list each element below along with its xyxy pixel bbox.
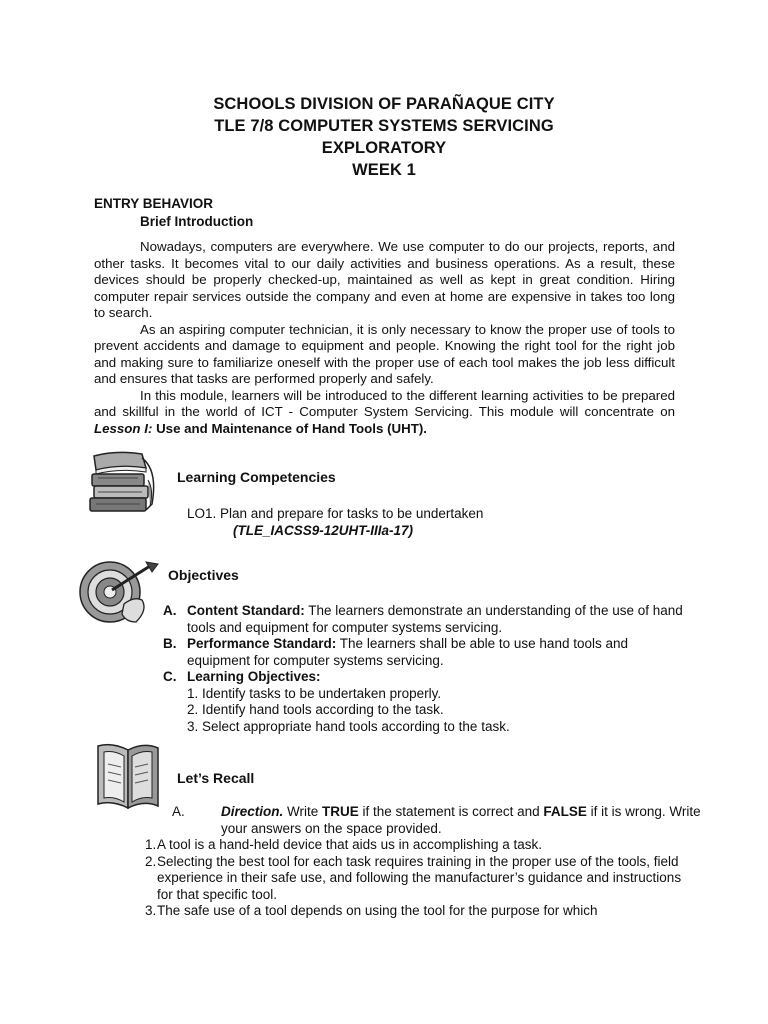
learning-objective-item: 3. Select appropriate hand tools according to the task.: [187, 718, 510, 734]
objective-performance-standard: [163, 636, 683, 669]
objective-lead: Content Standard:: [187, 603, 305, 618]
intro-paragraph-2: As an aspiring computer technician, it is only necessary to know the proper use of tools to prevent accidents and damage to equipment and people. Knowing the right tool for the right job and making sure to familiarize oneself with the proper use of each tool makes the job less difficult and ensures that tasks are performed properly and safely.: [94, 321, 675, 386]
objectives-heading: Objectives: [168, 567, 239, 583]
document-header: [0, 93, 768, 181]
lets-recall-heading: Let’s Recall: [177, 770, 255, 786]
learning-objective-item: 2. Identify hand tools according to the task.: [187, 702, 444, 717]
competency-code: (TLE_IACSS9-12UHT-IIIa-17): [233, 523, 414, 538]
direction-lead: Direction.: [221, 804, 284, 819]
target-icon: [78, 556, 162, 628]
introduction-text: [94, 239, 675, 437]
recall-section: [145, 804, 701, 920]
intro-paragraph-3: [94, 388, 675, 438]
open-book-icon: [94, 740, 164, 812]
item-number: 2.: [145, 853, 157, 869]
objectives-list: [163, 603, 683, 735]
direction-text: Write: [283, 804, 323, 819]
item-text: The safe use of a tool depends on using the tool for the purpose for which: [157, 903, 598, 918]
header-week: WEEK 1: [352, 161, 416, 179]
brief-introduction-heading: Brief Introduction: [140, 214, 254, 229]
objective-lead: Performance Standard:: [187, 636, 337, 651]
direction-text: if it is wrong. Write your answers on the space provided.: [221, 804, 701, 836]
books-icon: [86, 450, 160, 518]
header-subject: TLE 7/8 COMPUTER SYSTEMS SERVICING: [214, 117, 554, 135]
learning-objective-item: 1. Identify tasks to be undertaken properly.: [187, 685, 442, 701]
direction-letter: A.: [172, 804, 185, 819]
false-keyword: FALSE: [543, 804, 587, 819]
item-text: Selecting the best tool for each task requires training in the proper use of the tools, field experience in their safe use, and following the manufacturer’s guidance and instructions for that specific tool.: [157, 853, 682, 902]
objective-letter: A.: [163, 603, 177, 618]
recall-item: [145, 837, 685, 854]
recall-direction: [172, 804, 721, 837]
learning-competencies-heading: Learning Competencies: [177, 469, 336, 485]
lesson-title: Use and Maintenance of Hand Tools (UHT).: [152, 420, 427, 436]
recall-item: [145, 854, 685, 904]
objective-text: The learners shall be able to use hand tools and equipment for computer systems servicing.: [187, 636, 628, 668]
objective-learning-objectives: [163, 669, 683, 686]
objective-letter: C.: [163, 669, 177, 684]
recall-item: [145, 903, 685, 920]
header-type: EXPLORATORY: [321, 139, 447, 157]
true-keyword: TRUE: [322, 804, 359, 819]
lesson-label: Lesson I:: [94, 420, 153, 436]
objective-content-standard: [163, 603, 683, 636]
direction-text: if the statement is correct and: [358, 804, 544, 819]
objective-letter: B.: [163, 636, 177, 651]
objective-lead: Learning Objectives:: [187, 669, 321, 684]
header-division: SCHOOLS DIVISION OF PARAÑAQUE CITY: [213, 95, 555, 113]
item-text: A tool is a hand-held device that aids us in accomplishing a task.: [157, 837, 542, 852]
intro-p3-text: In this module, learners will be introduced to the different learning activities to be prepared and skillful in the world of ICT - Computer System Servicing. This module will concentrate on: [94, 387, 675, 419]
item-number: 3.: [145, 903, 157, 918]
intro-paragraph-1: Nowadays, computers are everywhere. We use computer to do our projects, reports, and other tasks. It becomes vital to our daily activities and business operations. As a result, these devices should be properly checked-up, maintained as well as kept in great condition. Hiring computer repair services outside the company and even at home are expensive in takes too long to search.: [94, 239, 675, 320]
objective-text: The learners demonstrate an understanding of the use of hand tools and equipment for computer systems servicing.: [187, 603, 683, 635]
learning-outcome: LO1. Plan and prepare for tasks to be undertaken: [187, 506, 484, 521]
entry-behavior-heading: ENTRY BEHAVIOR: [94, 196, 214, 211]
item-number: 1.: [145, 837, 157, 852]
